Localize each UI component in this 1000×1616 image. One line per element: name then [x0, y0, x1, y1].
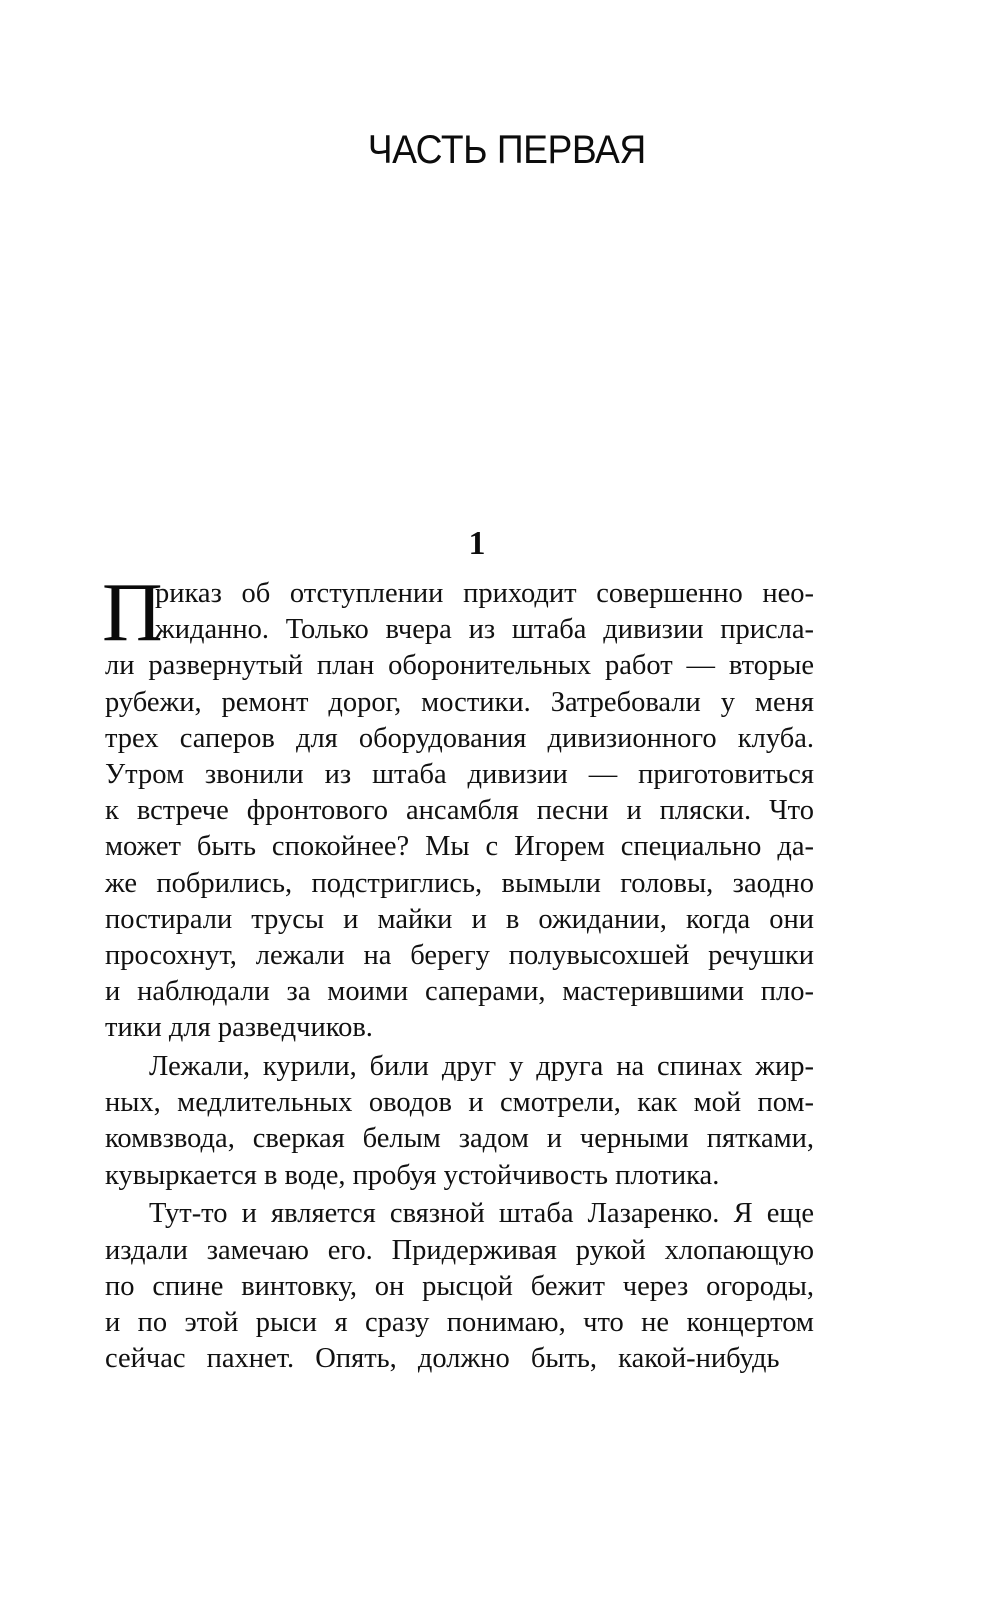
- text-line: комвзвода, сверкая белым задом и черными пятками,: [105, 1123, 815, 1155]
- text-line: тики для разведчиков.: [105, 1012, 373, 1044]
- text-line: трех саперов для оборудования дивизионного клуба.: [105, 722, 815, 754]
- text-line: Лежали, курили, били друг у друга на спинах жир-: [149, 1051, 814, 1083]
- drop-cap: П: [102, 566, 163, 659]
- text-line: издали замечаю его. Придерживая рукой хлопающую: [105, 1234, 815, 1266]
- text-line: Утром звонили из штаба дивизии — приготовиться: [105, 758, 815, 790]
- text-line: же побрились, подстриглись, вымыли головы, заодно: [105, 867, 815, 899]
- paragraph: [105, 1196, 814, 1377]
- part-title: ЧАСТЬ ПЕРВАЯ: [367, 128, 646, 172]
- paragraph: [105, 1049, 814, 1194]
- text-line: ли развернутый план оборонительных работ — вторые: [105, 650, 815, 682]
- text-line: кувыркается в воде, пробуя устойчивость плотика.: [105, 1159, 720, 1191]
- text-line: по спине винтовку, он рысцой бежит через огороды,: [105, 1270, 815, 1302]
- chapter-number: 1: [468, 525, 486, 562]
- text-line: сейчас пахнет. Опять, должно быть, какой-нибудь: [105, 1343, 780, 1375]
- text-line: риказ об отступлении приходит совершенно нео-: [155, 578, 815, 609]
- text-line: жиданно. Только вчера из штаба дивизии присла-: [155, 614, 814, 646]
- text-line: просохнут, лежали на берегу полувысохшей речушки: [105, 939, 814, 971]
- chapter-body: [102, 566, 815, 1377]
- text-line: к встрече фронтового ансамбля песни и пляски. Что: [105, 795, 814, 827]
- text-line: и наблюдали за моими саперами, мастерившими пло-: [105, 976, 815, 1008]
- text-line: Тут-то и является связной штаба Лазаренко. Я еще: [149, 1198, 814, 1230]
- text-line: ных, медлительных оводов и смотрели, как мой пом-: [105, 1087, 814, 1119]
- paragraph: [105, 576, 814, 1046]
- text-line: может быть спокойнее? Мы с Игорем специально да-: [105, 831, 814, 863]
- text-line: и по этой рыси я сразу понимаю, что не концертом: [105, 1306, 814, 1338]
- text-line: постирали трусы и майки и в ожидании, когда они: [105, 903, 814, 935]
- text-line: рубежи, ремонт дорог, мостики. Затребовали у меня: [105, 686, 814, 718]
